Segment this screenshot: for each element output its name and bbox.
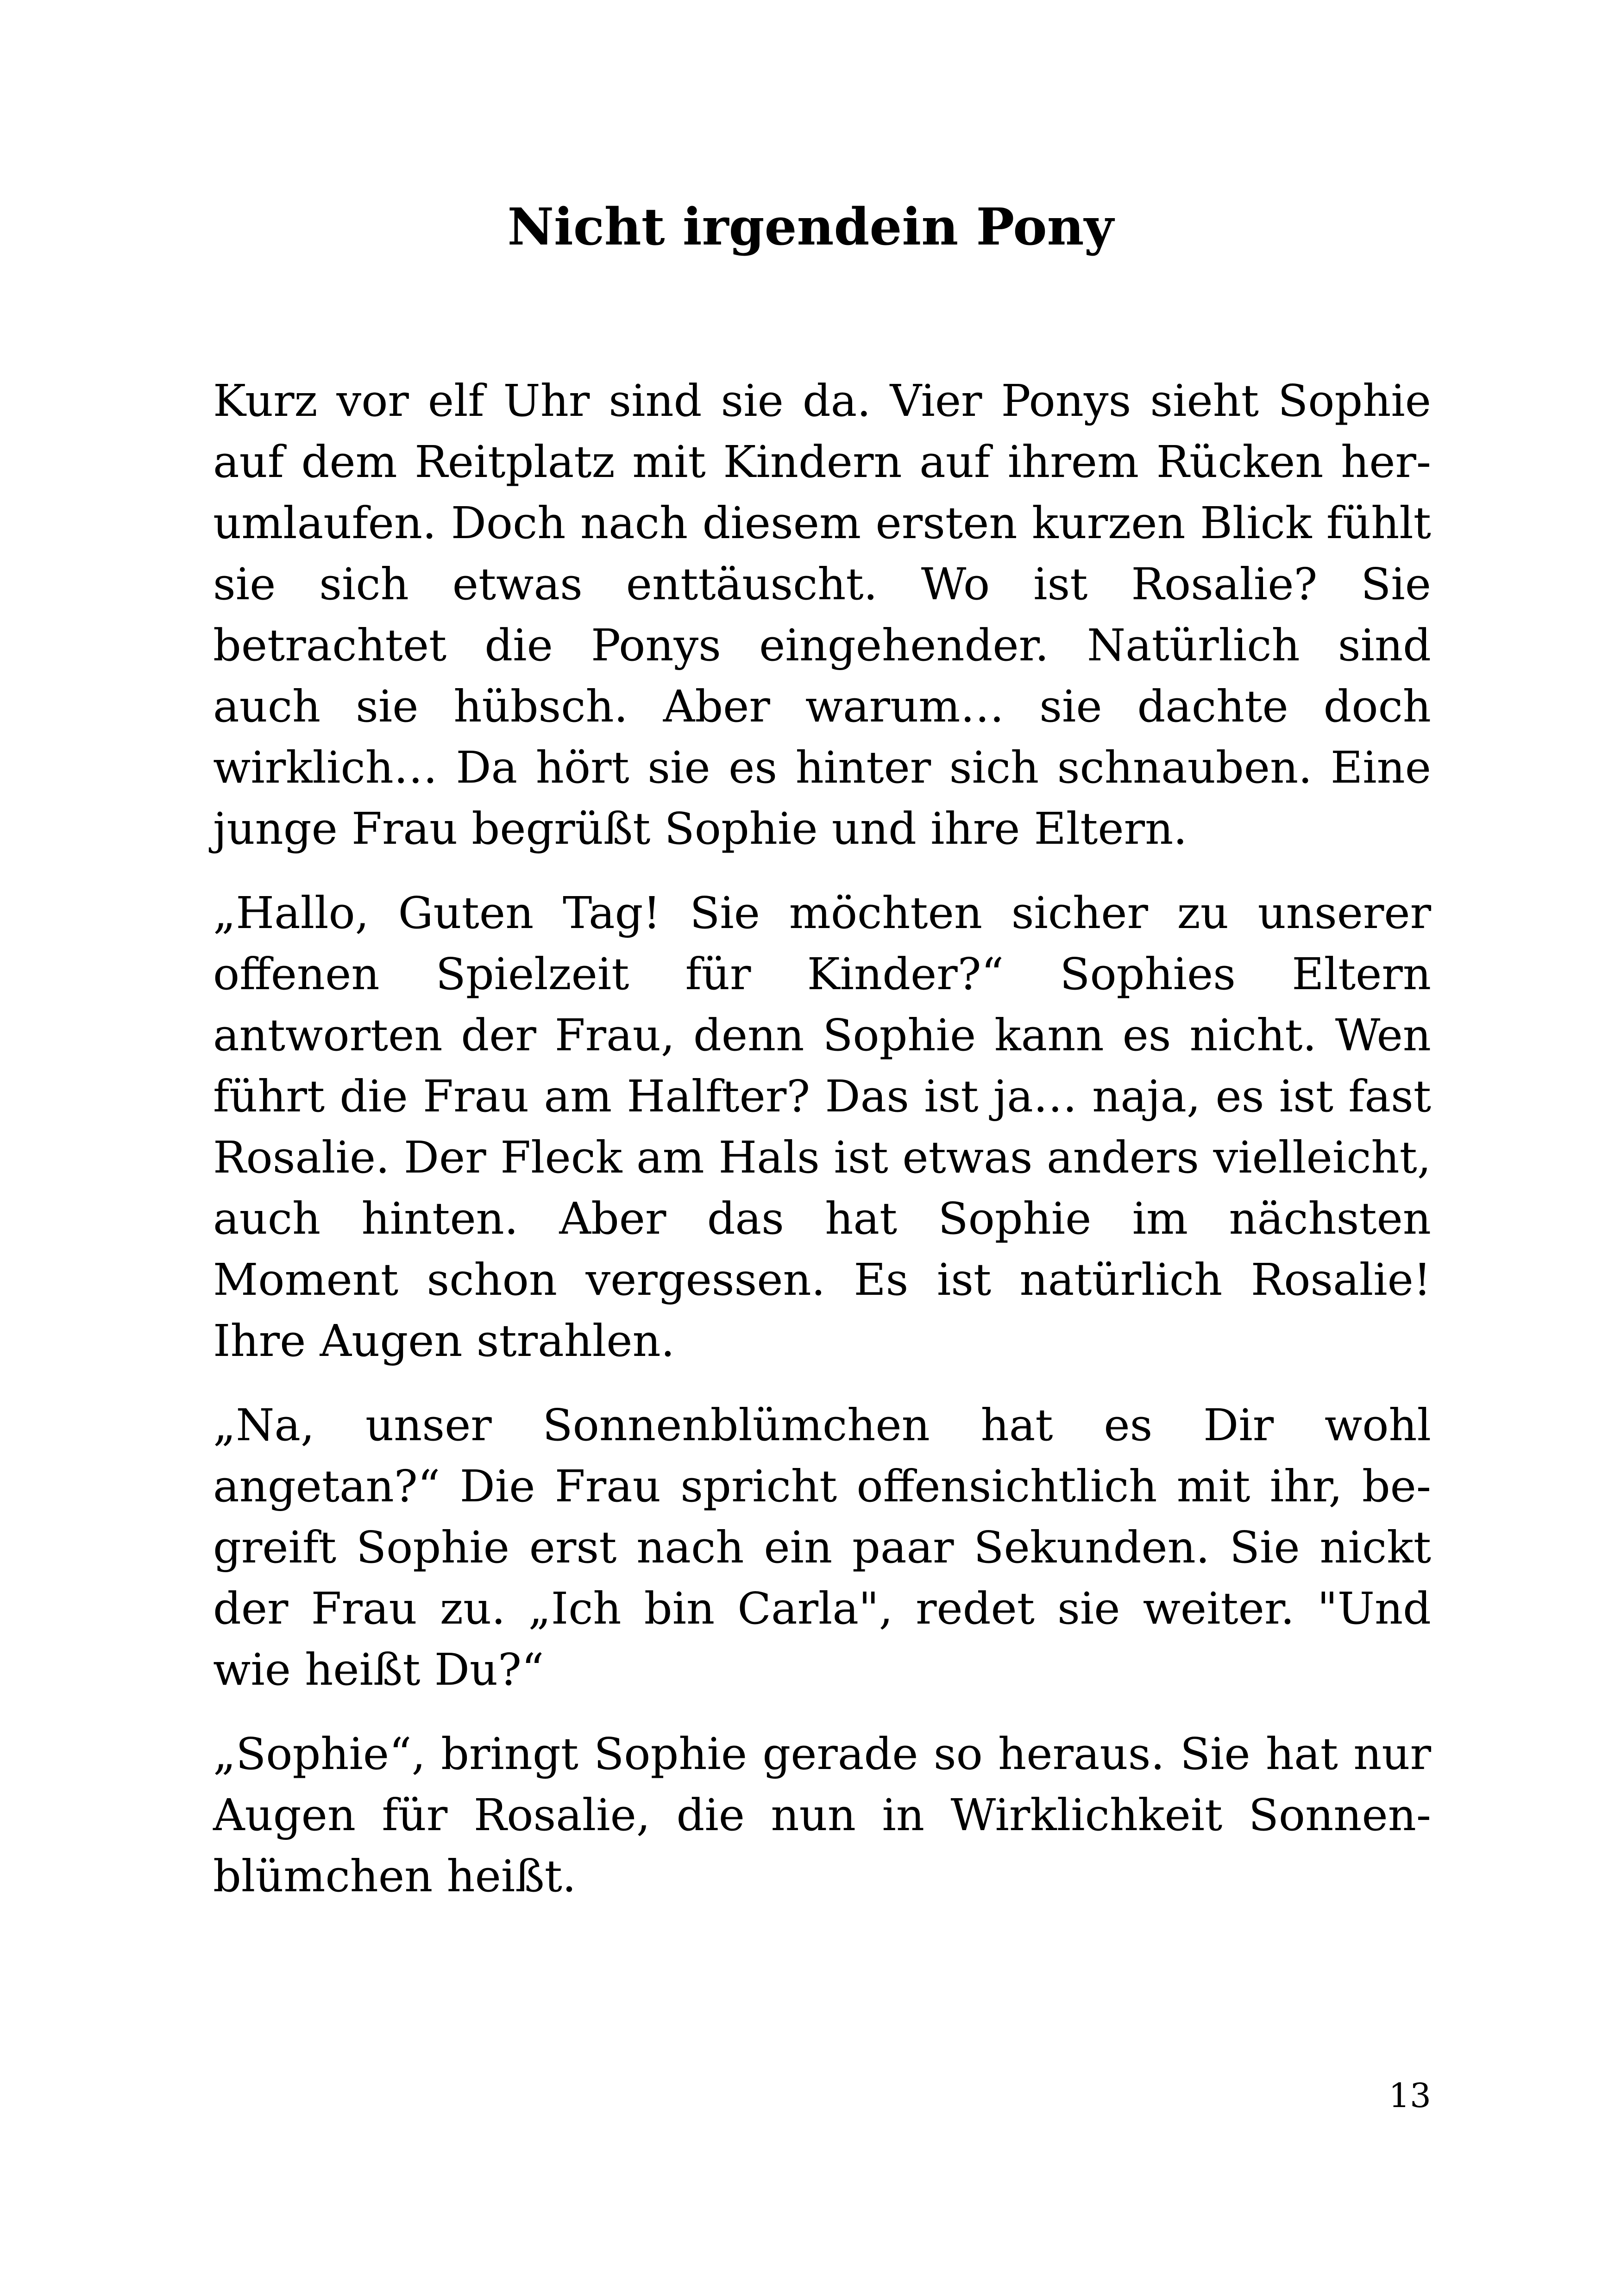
paragraph: „Na, unser Sonnenblümchen hat es Dir wohl angetan?“ Die Frau spricht offensichtlich mit ihr, begreift Sophie erst nach ein paar Sekunden. Sie nickt der Frau zu. „Ich bin Carla", redet sie weiter. "Und wie heißt Du?“ — [213, 1400, 1431, 1695]
page-number: 13 — [1389, 2076, 1431, 2115]
chapter-title: Nicht irgendein Pony — [507, 197, 1114, 257]
paragraph: „Sophie“, bringt Sophie gerade so heraus. Sie hat nur Augen für Rosalie, die nun in Wirklichkeit Sonnenblümchen heißt. — [213, 1729, 1431, 1902]
paragraph: „Hallo, Guten Tag! Sie möchten sicher zu unserer offenen Spielzeit für Kinder?“ Sophies Eltern antworten der Frau, denn Sophie kann es nicht. Wen führt die Frau am Halfter? Das ist ja… naja, es ist fast Rosalie. Der Fleck am Hals ist etwas anders vielleicht, auch hinten. Aber das hat Sophie im nächsten Moment schon vergessen. Es ist natürlich Rosalie! Ihre Augen strahlen. — [213, 888, 1431, 1367]
paragraph: Kurz vor elf Uhr sind sie da. Vier Ponys sieht Sophie auf dem Reitplatz mit Kindern auf ihrem Rücken herumlaufen. Doch nach diesem ersten kurzen Blick fühlt sie sich etwas enttäuscht. Wo ist Rosalie? Sie betrachtet die Ponys eingehender. Natürlich sind auch sie hübsch. Aber warum… sie dachte doch wirklich… Da hört sie es hinter sich schnauben. Eine junge Frau begrüßt Sophie und ihre Eltern. — [213, 376, 1431, 854]
chapter-body — [213, 370, 1431, 1930]
